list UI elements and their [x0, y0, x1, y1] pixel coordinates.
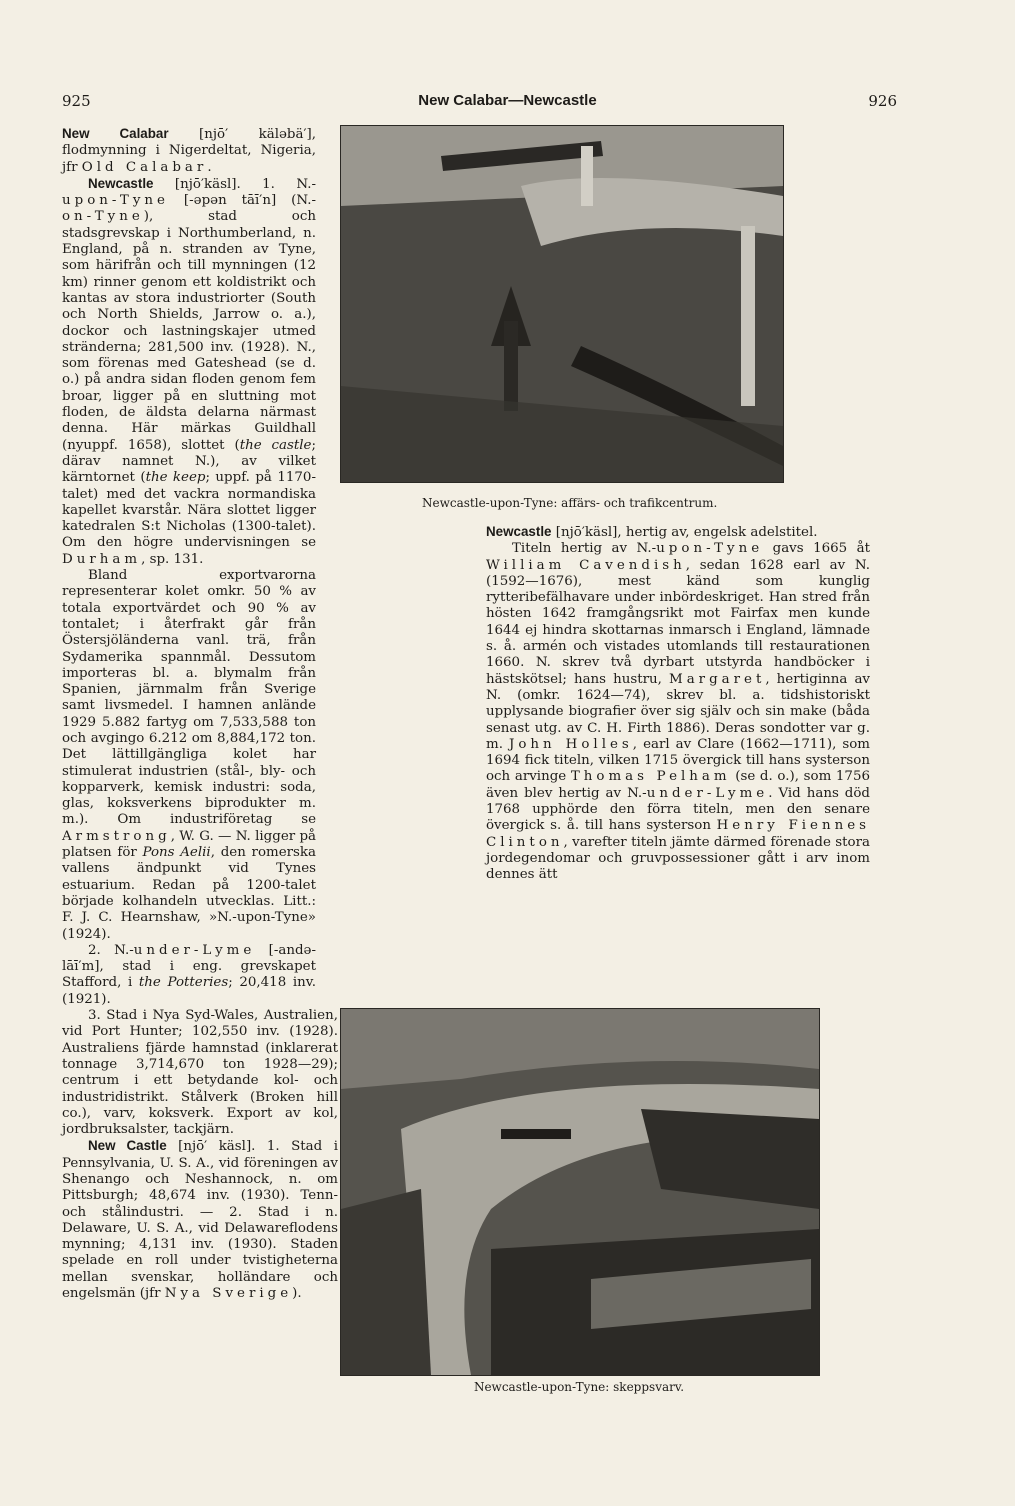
entry-text: ), stad och stadsgrevskap i Northumberland, n. England, på n. stranden av Tyne, som härifrån och till mynningen (12 km) rinner genom ett koldistrikt och kantas av stora industriorter (South och North Shields, Jarrow o. a.), dockor och lastningskajer utmed stränderna; 281,500 inv. (1928). N., som förenas med Gateshead (se d. o.) på andra sidan floden genom fem broar, ligger på en sluttning mot floden, de äldsta delarna närmast denna. Här märkas Guildhall (nyuppf. 1658), slottet (: [62, 209, 316, 453]
entry-text: , sedan 1628 earl av N. (1592—1676), mest känd som kunglig rytteribefälhavare under inbördeskriget. Han stred från hösten 1642 framgångsrikt mot Fairfax men kunde 1644 ej hindra skottarnas inmarsch i England, lämnade s. å. armén och vistades utomlands till restaurationen 1660. N. skrev två dyrbart utstyrda handböcker i hästskötsel; hans hustru,: [486, 557, 870, 687]
entry-text: [njō′ käləbä′], flodmynning i Nigerdeltat, Nigeria, jfr: [62, 127, 316, 175]
spaced-text: Henry Fiennes Clinton: [486, 818, 870, 850]
spaced-text: John Holles: [508, 736, 633, 752]
spaced-text: William Cavendish: [486, 557, 686, 573]
spaced-text: Armstrong: [62, 828, 171, 844]
headword: New Castle: [88, 1138, 167, 1154]
headword-newcastle-duke: Newcastle: [486, 524, 552, 539]
entry-text: .: [207, 159, 212, 175]
spaced-text: Nya Sverige: [164, 1286, 293, 1302]
italic-text: the keep: [145, 470, 206, 486]
entry-text: ; uppf. på 1170-talet) med det vackra normandiska kapellet kvarstår. Nära slottet ligger katedralen S:t Nicholas (1300-talet). Om den högre undervisningen se: [62, 470, 316, 551]
entry-text: [njō′ käsl]. 1. Stad i Pennsylvania, U. S. A., vid föreningen av Shenango och Neshannock, n. om Pittsburgh; 48,674 inv. (1930). Tenn- och stålindustri. — 2. Stad i n. Delaware, U. S. A., vid Delawareflodens mynning; 4,131 inv. (1930). Staden spelade en roll under tvistigheterna mellan svenskar, holländare och engelsmän (jfr: [62, 1139, 338, 1302]
entry-text: 3. Stad i Nya Syd-Wales, Australien, vid Port Hunter; 102,550 inv. (1928). Australiens fjärde hamnstad (inklarerat tonnage 3,714,670 ton 1928—29); centrum i ett betydande kol- och industridistrikt. Stålverk (Broken hill co.), varv, koksverk. Export av kol, jordbruksalster, tackjärn.: [62, 1008, 338, 1138]
entry-text: Bland exportvarorna representerar kolet omkr. 50 % av totala exportvärdet och 90 % av tontalet; i återfrakt går från Östersjöländerna vanl. trä, från Sydamerika spannmål. Dessutom importeras bl. a. blymalm från Spanien, järnmalm från Sverige samt livsmedel. I hamnen anlände 1929 5.882 fartyg om 7,533,588 ton och avgingo 6.212 om 8,884,172 ton. Det lättillgängliga kolet har stimulerat industrien (stål-, bly- och kopparverk, kemisk industri: soda, glas, koksverkens biprodukter m. m.). Om industriföretag se: [62, 568, 316, 828]
entry-text: , sp. 131.: [141, 551, 204, 567]
running-head: New Calabar—Newcastle: [418, 92, 597, 109]
entry-text: , den romerska vallens ändpunkt vid Tynes estuarium. Redan på 1200-talet började kolhandeln utvecklas. Litt.: F. J. C. Hearnshaw, »N.-upon-Tyne» (1924).: [62, 845, 316, 942]
entry-text: , earl av Clare (1662—1711), som 1694 fick titeln, vilken 1715 övergick till hans systerson och arvinge: [486, 736, 871, 785]
entry-text: , hertiginna av N. (omkr. 1624—74), skrev bl. a. tidshistoriskt upplysande biografier över sig själv och sin make (båda senast utg. av C. H. Firth 1886). Deras sondotter var g. m.: [486, 671, 870, 752]
caption-photo-2: Newcastle-upon-Tyne: skeppsvarv.: [473, 1380, 685, 1394]
photo-spacer: [316, 126, 456, 496]
entry-text: [njō′käsl], hertig av, engelsk adelstitel.: [551, 525, 818, 540]
left-body-text: [62, 126, 456, 1406]
caption-photo-1: Newcastle-upon-Tyne: affärs- och trafikcentrum.: [422, 496, 718, 510]
entry-text: Titeln hertig av N.-: [512, 541, 657, 557]
entry-text: , varefter titeln jämte därmed förenade stora jordegendomar och gruvpossessioner gått i arv inom dennes ätt: [486, 834, 870, 883]
entry-text: gavs 1665 åt: [763, 541, 870, 557]
entry-text: [-əpən tāī′n] (N.-: [168, 193, 316, 209]
entry-text: ; därav namnet N.), av vilket kärntornet (: [62, 437, 316, 486]
spaced-text: upon-Tyne: [62, 193, 169, 209]
headword: Newcastle: [88, 175, 154, 191]
entry-text: . Vid hans död 1768 upphörde den förra titeln, men den senare övergick s. å. till hans systerson: [486, 785, 871, 834]
spaced-text: under-Lyme: [133, 942, 256, 958]
italic-text: Pons Aelii: [142, 845, 211, 861]
photo-spacer: [338, 986, 456, 1386]
spaced-text: Margaret: [668, 671, 766, 687]
italic-text: the castle: [239, 437, 312, 453]
spaced-text: upon-Tyne: [656, 541, 764, 557]
entry-text: (se d. o.), som 1756 även blev hertig av N.-: [486, 769, 870, 801]
italic-text: the Potteries: [138, 975, 229, 991]
headword: New Calabar: [62, 126, 169, 141]
entry-text: [njō′käsl]. 1. N.-: [153, 176, 316, 192]
spaced-text: on-Tyne: [62, 209, 144, 225]
spaced-text: Thomas Pelham: [570, 769, 731, 785]
page-number-right: 926: [868, 92, 897, 110]
right-column: [486, 524, 870, 884]
entry-text: ).: [292, 1286, 302, 1302]
page-number-left: 925: [62, 92, 91, 110]
entry-text: ; 20,418 inv. (1921).: [62, 975, 316, 1007]
spaced-text: under-Lyme: [646, 785, 769, 801]
entry-text: , W. G. — N. ligger på platsen för: [62, 828, 316, 861]
spaced-text: Old Calabar: [81, 159, 208, 175]
entry-text: [-andə-lāī′m], stad i eng. grevskapet Stafford, i: [62, 942, 316, 991]
spaced-text: Durham: [62, 551, 142, 567]
entry-text: 2. N.-: [88, 942, 134, 958]
